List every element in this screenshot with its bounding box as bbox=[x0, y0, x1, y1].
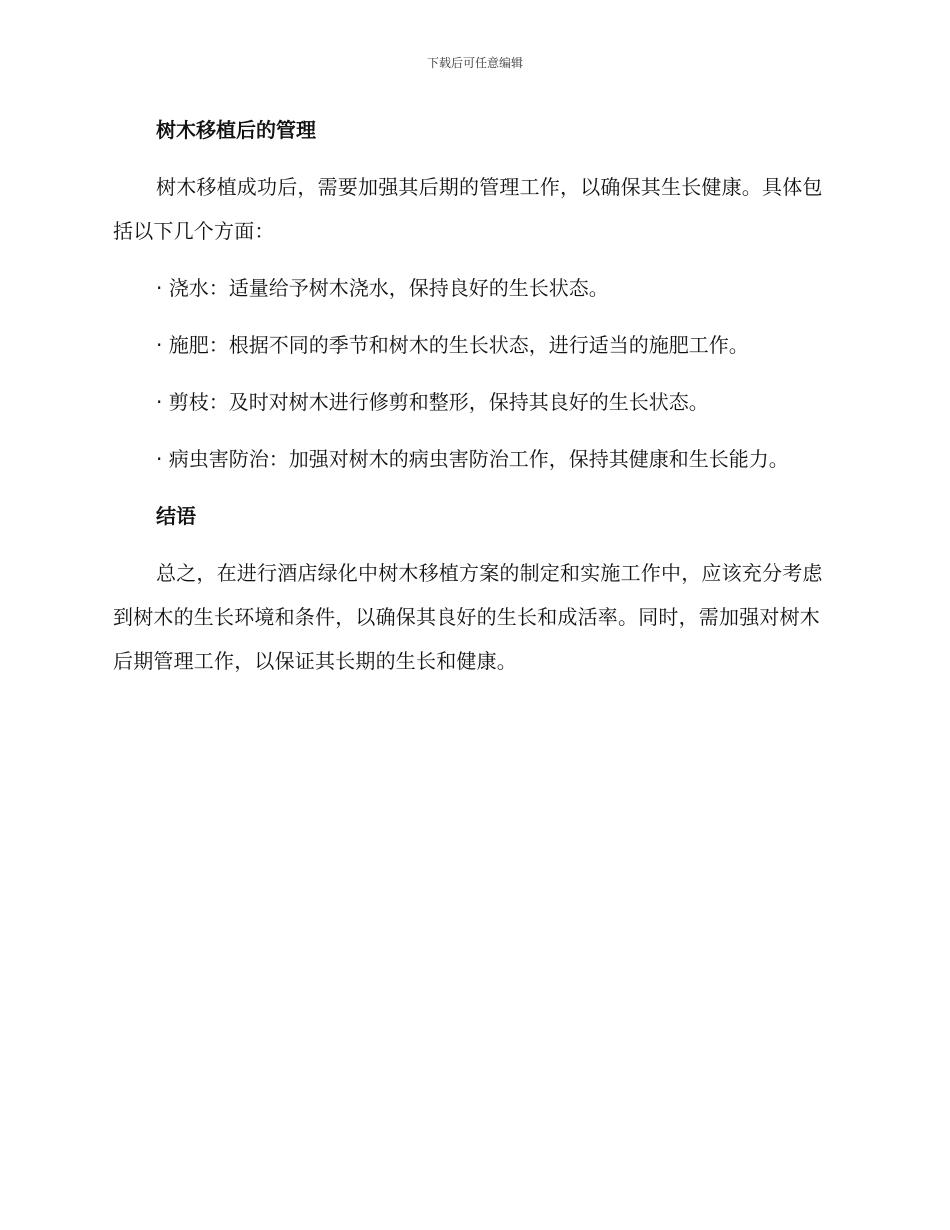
conclusion-body: 总之，在进行酒店绿化中树木移植方案的制定和实施工作中，应该充分考虑到树木的生长环境和条件，以确保其良好的生长和成活率。同时，需加强对树木后期管理工作，以保证其长期的生长和健康。 bbox=[113, 561, 823, 673]
list-item-pest-control: · 病虫害防治：加强对树木的病虫害防治工作，保持其健康和生长能力。 bbox=[156, 447, 789, 471]
document-content bbox=[113, 108, 837, 683]
header-note: 下载后可任意编辑 bbox=[426, 56, 523, 70]
section-title-management: 树木移植后的管理 bbox=[156, 118, 316, 142]
list-item-watering: · 浇水：适量给予树木浇水，保持良好的生长状态。 bbox=[156, 276, 609, 300]
list-item-fertilizing: · 施肥：根据不同的季节和树木的生长状态，进行适当的施肥工作。 bbox=[156, 333, 749, 357]
management-intro: 树木移植成功后，需要加强其后期的管理工作，以确保其生长健康。具体包括以下几个方面： bbox=[113, 175, 823, 243]
list-item-pruning: · 剪枝：及时对树木进行修剪和整形，保持其良好的生长状态。 bbox=[156, 390, 709, 414]
section-title-conclusion: 结语 bbox=[156, 504, 196, 528]
